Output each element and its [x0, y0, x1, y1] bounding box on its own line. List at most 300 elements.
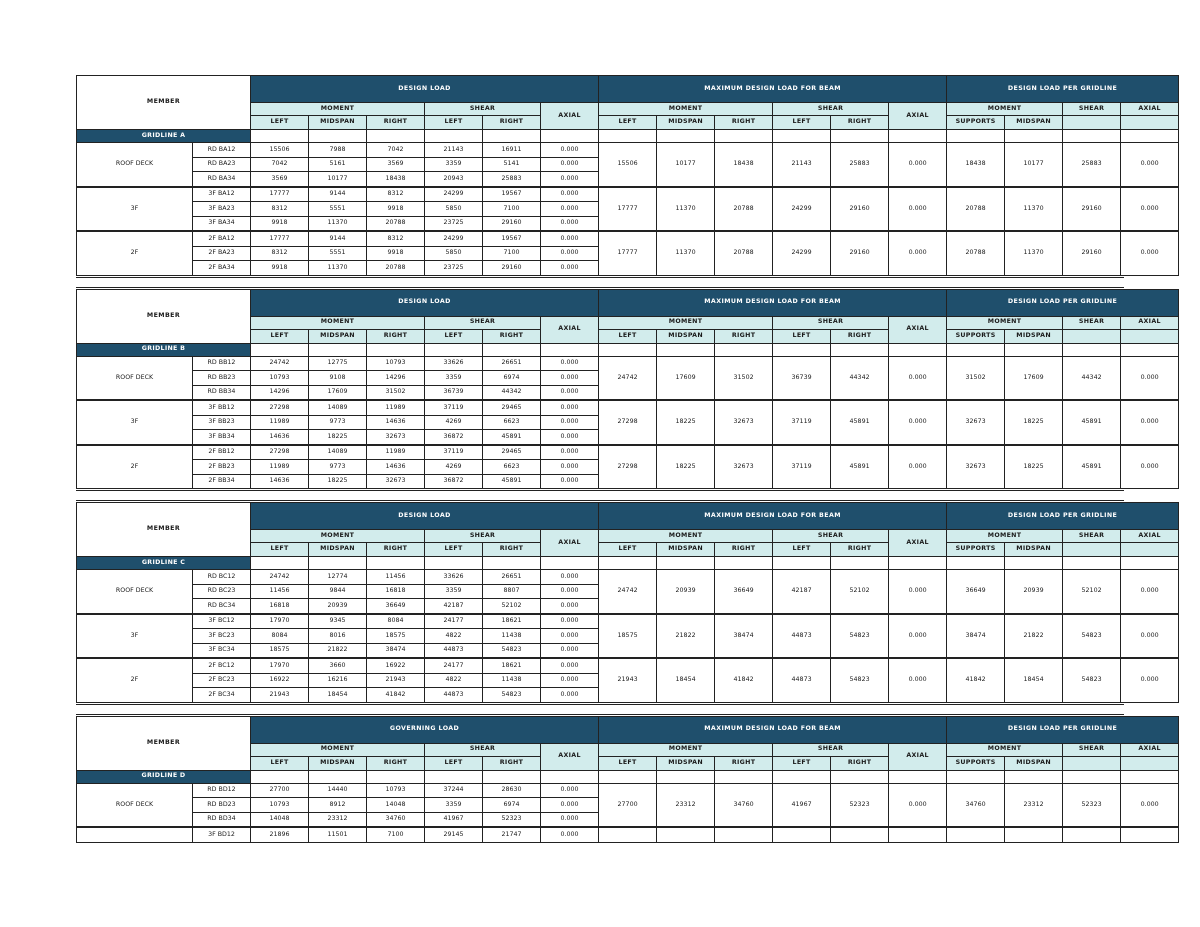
design-value: 0.000	[541, 570, 599, 585]
design-value: 9844	[309, 584, 367, 599]
supports-header: SUPPORTS	[947, 756, 1005, 770]
design-value: 0.000	[541, 812, 599, 827]
design-value: 29145	[425, 827, 483, 842]
design-value: 0.000	[541, 798, 599, 813]
right-header: RIGHT	[367, 329, 425, 343]
right-header: RIGHT	[715, 329, 773, 343]
blank-cell	[1121, 343, 1179, 356]
beam-max-value: 34760	[715, 783, 773, 827]
design-value: 0.000	[541, 400, 599, 415]
member-id: 3F BC34	[193, 643, 251, 658]
design-value: 34760	[367, 812, 425, 827]
design-value: 5850	[425, 246, 483, 261]
beam-max-value: 0.000	[889, 445, 947, 489]
blank-cell	[715, 770, 773, 783]
member-id: 2F BC34	[193, 688, 251, 703]
gridline-value: 0.000	[1121, 187, 1179, 232]
member-id: RD BC12	[193, 570, 251, 585]
beam-max-value: 54823	[831, 658, 889, 702]
design-value: 11456	[367, 570, 425, 585]
gridline-value: 21822	[1005, 614, 1063, 659]
design-value: 9108	[309, 371, 367, 386]
axial-header: AXIAL	[889, 743, 947, 770]
right-header: RIGHT	[831, 116, 889, 130]
design-value: 28630	[483, 783, 541, 798]
beam-max-value: 54823	[831, 614, 889, 659]
table-row	[77, 143, 1179, 158]
beam-max-value: 45891	[831, 400, 889, 445]
blank-cell	[657, 130, 715, 143]
design-value: 17970	[251, 658, 309, 673]
beam-max-value: 21943	[599, 658, 657, 702]
design-value: 29160	[483, 261, 541, 276]
design-value: 21747	[483, 827, 541, 842]
member-header: MEMBER	[77, 503, 251, 557]
gridline-value: 18454	[1005, 658, 1063, 702]
gridline-value: 52102	[1063, 570, 1121, 614]
blank-cell	[773, 343, 831, 356]
beam-max-value: 52323	[831, 783, 889, 827]
right-header: RIGHT	[483, 329, 541, 343]
design-value: 16216	[309, 673, 367, 688]
member-id: RD BC23	[193, 584, 251, 599]
design-value: 3569	[367, 157, 425, 172]
blank-cell	[1063, 770, 1121, 783]
design-value: 9345	[309, 614, 367, 629]
gridline-value: 20788	[947, 187, 1005, 232]
supports-header: SUPPORTS	[947, 116, 1005, 130]
design-value: 14440	[309, 783, 367, 798]
table-row	[77, 445, 1179, 460]
design-value: 0.000	[541, 584, 599, 599]
design-value: 0.000	[541, 688, 599, 703]
moment-header: MOMENT	[599, 743, 773, 756]
design-value: 24299	[425, 187, 483, 202]
design-value: 32673	[367, 474, 425, 489]
floor-label: 2F	[77, 445, 193, 489]
midspan-header: MIDSPAN	[309, 543, 367, 557]
beam-max-value: 24742	[599, 570, 657, 614]
gridline-value: 32673	[947, 400, 1005, 445]
gridline-label: GRIDLINE B	[77, 343, 251, 356]
member-id: RD BC34	[193, 599, 251, 614]
blank-cell	[657, 343, 715, 356]
blank-cell	[483, 770, 541, 783]
design-value: 26651	[483, 570, 541, 585]
midspan-header: MIDSPAN	[657, 756, 715, 770]
table-row	[77, 400, 1179, 415]
moment-header: MOMENT	[947, 103, 1063, 116]
axial-header: AXIAL	[541, 530, 599, 557]
design-value: 23312	[309, 812, 367, 827]
design-value: 0.000	[541, 143, 599, 158]
left-header: LEFT	[251, 543, 309, 557]
design-value: 5141	[483, 157, 541, 172]
design-value: 0.000	[541, 261, 599, 276]
member-id: 3F BD12	[193, 827, 251, 842]
member-id: 2F BC12	[193, 658, 251, 673]
gridline-value: 0.000	[1121, 143, 1179, 187]
gridline-value: 0.000	[1121, 400, 1179, 445]
left-header: LEFT	[425, 756, 483, 770]
design-value: 17777	[251, 231, 309, 246]
blank-cell	[309, 130, 367, 143]
design-value: 7042	[251, 157, 309, 172]
beam-max-value: 24299	[773, 187, 831, 232]
beam-max-value: 18575	[599, 614, 657, 659]
table-row	[77, 570, 1179, 585]
beam-max-value	[599, 827, 657, 842]
shear-header: SHEAR	[425, 316, 541, 329]
blank-cell	[1063, 130, 1121, 143]
design-value: 44342	[483, 385, 541, 400]
design-value: 21943	[251, 688, 309, 703]
blank-cell	[425, 557, 483, 570]
design-value: 8016	[309, 629, 367, 644]
design-value: 37244	[425, 783, 483, 798]
blank-cell	[251, 557, 309, 570]
gridline-value: 18225	[1005, 445, 1063, 489]
beam-max-value: 24299	[773, 231, 831, 275]
moment-header: MOMENT	[947, 530, 1063, 543]
gridline-value	[1121, 827, 1179, 842]
floor-label: ROOF DECK	[77, 143, 193, 187]
right-header: RIGHT	[367, 756, 425, 770]
blank-cell	[1121, 130, 1179, 143]
design-value: 9918	[251, 261, 309, 276]
design-value: 9918	[367, 246, 425, 261]
design-value: 14636	[367, 460, 425, 475]
load-table-block	[76, 502, 1179, 703]
design-value: 19567	[483, 231, 541, 246]
beam-max-value: 20788	[715, 187, 773, 232]
load-table-block	[76, 289, 1179, 490]
beam-max-value: 18454	[657, 658, 715, 702]
design-value: 16818	[251, 599, 309, 614]
blank-cell	[773, 557, 831, 570]
gridline-value: 29160	[1063, 231, 1121, 275]
design-value: 27700	[251, 783, 309, 798]
design-value: 0.000	[541, 157, 599, 172]
design-value: 0.000	[541, 599, 599, 614]
design-value: 3569	[251, 172, 309, 187]
design-value: 42187	[425, 599, 483, 614]
blank-cell	[599, 557, 657, 570]
design-value: 14636	[367, 415, 425, 430]
design-value: 27298	[251, 400, 309, 415]
blank-cell	[483, 343, 541, 356]
beam-max-value: 0.000	[889, 356, 947, 400]
blank-cell	[251, 770, 309, 783]
design-value: 9773	[309, 415, 367, 430]
gridline-value: 54823	[1063, 614, 1121, 659]
left-header: LEFT	[599, 543, 657, 557]
design-value: 16818	[367, 584, 425, 599]
design-value: 21943	[367, 673, 425, 688]
table-row	[77, 231, 1179, 246]
member-id: 3F BB23	[193, 415, 251, 430]
gridline-value	[1063, 827, 1121, 842]
design-value: 14048	[367, 798, 425, 813]
blank-cell	[831, 343, 889, 356]
midspan-header: MIDSPAN	[1005, 329, 1063, 343]
left-header: LEFT	[773, 756, 831, 770]
design-value: 5551	[309, 202, 367, 217]
supports-header: SUPPORTS	[947, 543, 1005, 557]
blank-cell	[831, 130, 889, 143]
member-id: RD BD34	[193, 812, 251, 827]
gridline-value: 31502	[947, 356, 1005, 400]
design-value: 54823	[483, 688, 541, 703]
right-header: RIGHT	[483, 116, 541, 130]
member-id: 3F BC23	[193, 629, 251, 644]
gridline-value: 38474	[947, 614, 1005, 659]
design-value: 37119	[425, 400, 483, 415]
design-value: 32673	[367, 430, 425, 445]
design-value: 52323	[483, 812, 541, 827]
member-id: 3F BC12	[193, 614, 251, 629]
design-value: 14048	[251, 812, 309, 827]
shear-header: SHEAR	[773, 316, 889, 329]
design-value: 29465	[483, 445, 541, 460]
beam-max-value: 21822	[657, 614, 715, 659]
beam-max-value: 10177	[657, 143, 715, 187]
design-value: 10793	[367, 356, 425, 371]
design-value: 8312	[251, 246, 309, 261]
blank-cell	[889, 130, 947, 143]
design-value: 14636	[251, 474, 309, 489]
design-value: 33626	[425, 356, 483, 371]
axial-header: AXIAL	[1121, 743, 1179, 756]
shear-header: SHEAR	[425, 530, 541, 543]
blank-header	[1063, 329, 1121, 343]
blank-cell	[599, 130, 657, 143]
left-header: LEFT	[251, 116, 309, 130]
design-value: 0.000	[541, 445, 599, 460]
blank-cell	[947, 130, 1005, 143]
design-value: 45891	[483, 430, 541, 445]
member-id: RD BD12	[193, 783, 251, 798]
design-value: 23725	[425, 216, 483, 231]
blank-cell	[889, 770, 947, 783]
gridline-value: 10177	[1005, 143, 1063, 187]
design-value: 11989	[367, 445, 425, 460]
blank-cell	[251, 130, 309, 143]
blank-cell	[367, 770, 425, 783]
blank-cell	[483, 557, 541, 570]
design-value: 11370	[309, 261, 367, 276]
design-value: 52102	[483, 599, 541, 614]
blank-cell	[425, 130, 483, 143]
design-value: 38474	[367, 643, 425, 658]
gridline-value: 17609	[1005, 356, 1063, 400]
axial-header: AXIAL	[1121, 316, 1179, 329]
gridline-value: 11370	[1005, 231, 1063, 275]
blank-cell	[657, 557, 715, 570]
design-value: 0.000	[541, 460, 599, 475]
floor-label: ROOF DECK	[77, 570, 193, 614]
beam-max-value: 20939	[657, 570, 715, 614]
beam-max-header: MAXIMUM DESIGN LOAD FOR BEAM	[599, 503, 947, 530]
blank-cell	[947, 770, 1005, 783]
design-value: 6974	[483, 798, 541, 813]
shear-header: SHEAR	[1063, 530, 1121, 543]
design-value: 0.000	[541, 172, 599, 187]
design-value: 23725	[425, 261, 483, 276]
beam-max-value: 29160	[831, 231, 889, 275]
design-value: 21896	[251, 827, 309, 842]
design-value: 0.000	[541, 673, 599, 688]
design-value: 18225	[309, 474, 367, 489]
design-value: 12774	[309, 570, 367, 585]
beam-max-header: MAXIMUM DESIGN LOAD FOR BEAM	[599, 289, 947, 316]
right-header: RIGHT	[831, 756, 889, 770]
table-row	[77, 187, 1179, 202]
gridline-value: 41842	[947, 658, 1005, 702]
beam-max-value: 37119	[773, 445, 831, 489]
blank-cell	[947, 557, 1005, 570]
gridline-value	[947, 827, 1005, 842]
beam-max-value: 52102	[831, 570, 889, 614]
member-id: RD BB12	[193, 356, 251, 371]
design-value: 0.000	[541, 187, 599, 202]
blank-cell	[1005, 343, 1063, 356]
member-id: RD BB34	[193, 385, 251, 400]
blank-cell	[251, 343, 309, 356]
design-value: 17777	[251, 187, 309, 202]
gridline-value: 20788	[947, 231, 1005, 275]
design-value: 8312	[367, 231, 425, 246]
moment-header: MOMENT	[251, 316, 425, 329]
member-id: RD BA23	[193, 157, 251, 172]
midspan-header: MIDSPAN	[657, 116, 715, 130]
beam-max-value	[715, 827, 773, 842]
shear-header: SHEAR	[773, 103, 889, 116]
design-value: 4822	[425, 629, 483, 644]
design-value: 0.000	[541, 614, 599, 629]
table-row	[77, 614, 1179, 629]
moment-header: MOMENT	[251, 743, 425, 756]
design-value: 18575	[367, 629, 425, 644]
design-value: 41967	[425, 812, 483, 827]
member-id: 2F BA23	[193, 246, 251, 261]
beam-max-header: MAXIMUM DESIGN LOAD FOR BEAM	[599, 716, 947, 743]
member-id: RD BB23	[193, 371, 251, 386]
member-id: 2F BB34	[193, 474, 251, 489]
gridline-value: 23312	[1005, 783, 1063, 827]
design-load-header: DESIGN LOAD	[251, 76, 599, 103]
design-value: 8312	[251, 202, 309, 217]
design-value: 6974	[483, 371, 541, 386]
beam-max-value: 18438	[715, 143, 773, 187]
member-id: 3F BB12	[193, 400, 251, 415]
design-value: 5551	[309, 246, 367, 261]
design-value: 11501	[309, 827, 367, 842]
axial-header: AXIAL	[541, 316, 599, 343]
beam-max-value: 44873	[773, 658, 831, 702]
shear-header: SHEAR	[425, 103, 541, 116]
beam-max-value: 37119	[773, 400, 831, 445]
design-value: 0.000	[541, 643, 599, 658]
blank-cell	[715, 343, 773, 356]
floor-label	[77, 827, 193, 842]
floor-label: 3F	[77, 400, 193, 445]
midspan-header: MIDSPAN	[309, 756, 367, 770]
beam-max-value: 0.000	[889, 658, 947, 702]
design-value: 36872	[425, 474, 483, 489]
blank-cell	[541, 557, 599, 570]
design-value: 14296	[251, 385, 309, 400]
design-value: 24742	[251, 356, 309, 371]
beam-max-value: 32673	[715, 400, 773, 445]
blank-header	[1121, 116, 1179, 130]
axial-header: AXIAL	[1121, 530, 1179, 543]
beam-max-value: 36649	[715, 570, 773, 614]
member-id: RD BA12	[193, 143, 251, 158]
midspan-header: MIDSPAN	[657, 329, 715, 343]
beam-max-value: 17609	[657, 356, 715, 400]
right-header: RIGHT	[483, 756, 541, 770]
design-value: 8084	[367, 614, 425, 629]
design-value: 18438	[367, 172, 425, 187]
member-id: 2F BB23	[193, 460, 251, 475]
gridline-value: 25883	[1063, 143, 1121, 187]
design-value: 11438	[483, 673, 541, 688]
beam-max-value: 32673	[715, 445, 773, 489]
blank-cell	[367, 557, 425, 570]
design-value: 24742	[251, 570, 309, 585]
design-value: 8312	[367, 187, 425, 202]
left-header: LEFT	[599, 756, 657, 770]
design-value: 6623	[483, 415, 541, 430]
right-header: RIGHT	[831, 329, 889, 343]
design-value: 14636	[251, 430, 309, 445]
gridline-value: 36649	[947, 570, 1005, 614]
design-value: 0.000	[541, 629, 599, 644]
beam-max-value: 21143	[773, 143, 831, 187]
gridline-value: 45891	[1063, 445, 1121, 489]
table-row	[77, 356, 1179, 371]
left-header: LEFT	[425, 329, 483, 343]
blank-cell	[309, 557, 367, 570]
design-value: 0.000	[541, 415, 599, 430]
design-value: 7100	[483, 202, 541, 217]
axial-header: AXIAL	[541, 103, 599, 130]
blank-cell	[1063, 343, 1121, 356]
gridline-value: 0.000	[1121, 231, 1179, 275]
design-value: 3660	[309, 658, 367, 673]
design-value: 10793	[251, 798, 309, 813]
axial-header: AXIAL	[889, 530, 947, 557]
axial-header: AXIAL	[541, 743, 599, 770]
gridline-value: 44342	[1063, 356, 1121, 400]
design-value: 3359	[425, 157, 483, 172]
design-value: 31502	[367, 385, 425, 400]
design-load-header: DESIGN LOAD	[251, 503, 599, 530]
right-header: RIGHT	[483, 543, 541, 557]
member-id: 3F BB34	[193, 430, 251, 445]
beam-max-value	[889, 827, 947, 842]
right-header: RIGHT	[367, 543, 425, 557]
design-value: 18575	[251, 643, 309, 658]
left-header: LEFT	[251, 329, 309, 343]
design-value: 0.000	[541, 783, 599, 798]
design-value: 0.000	[541, 216, 599, 231]
gridline-value: 52323	[1063, 783, 1121, 827]
design-value: 18225	[309, 430, 367, 445]
gridline-value: 29160	[1063, 187, 1121, 232]
design-value: 11989	[367, 400, 425, 415]
